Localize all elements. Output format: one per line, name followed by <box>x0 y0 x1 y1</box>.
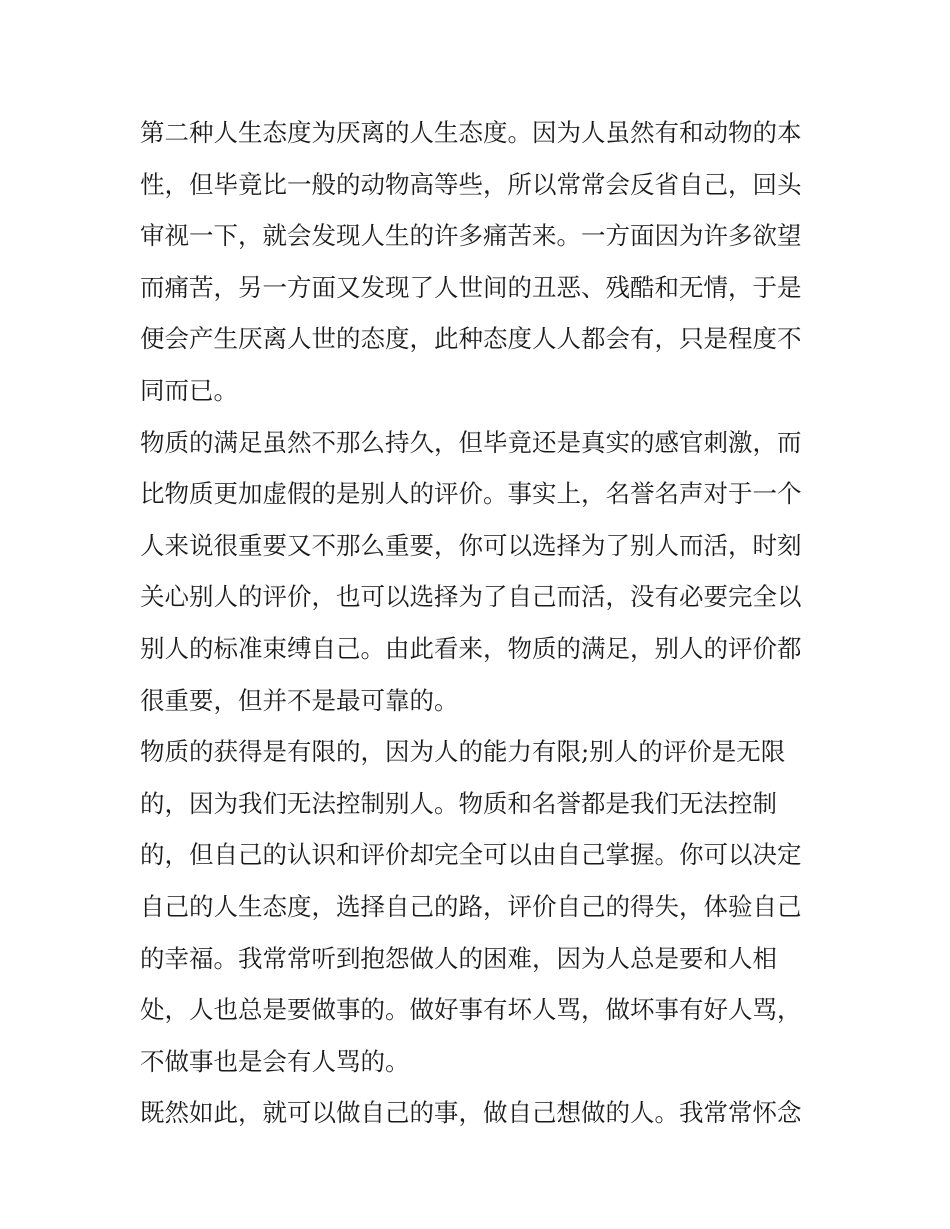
text-line: 很重要，但并不是最可靠的。 <box>140 685 459 715</box>
text-line: 自己的人生态度，选择自己的路，评价自己的得失，体验自己 <box>140 891 802 921</box>
body-text <box>140 107 820 1139</box>
text-line: 物质的获得是有限的，因为人的能力有限;别人的评价是无限 <box>140 737 786 767</box>
text-line: 便会产生厌离人世的态度，此种态度人人都会有，只是程度不 <box>140 324 802 354</box>
text-line: 比物质更加虚假的是别人的评价。事实上，名誉名声对于一个 <box>140 479 802 509</box>
text-line: 物质的满足虽然不那么持久，但毕竟还是真实的感官刺激，而 <box>140 427 802 457</box>
text-line: 而痛苦，另一方面又发现了人世间的丑恶、残酷和无情，于是 <box>140 272 802 302</box>
text-line: 既然如此，就可以做自己的事，做自己想做的人。我常常怀念 <box>140 1098 802 1128</box>
text-line: 别人的标准束缚自己。由此看来，物质的满足，别人的评价都 <box>140 633 802 663</box>
text-line: 关心别人的评价，也可以选择为了自己而活，没有必要完全以 <box>140 582 802 612</box>
text-line: 的幸福。我常常听到抱怨做人的困难，因为人总是要和人相 <box>140 943 777 973</box>
text-line: 审视一下，就会发现人生的许多痛苦来。一方面因为许多欲望 <box>140 221 802 251</box>
text-line: 第二种人生态度为厌离的人生态度。因为人虽然有和动物的本 <box>140 118 802 147</box>
text-line: 的，因为我们无法控制别人。物质和名誉都是我们无法控制 <box>140 788 777 818</box>
text-line: 性，但毕竟比一般的动物高等些，所以常常会反省自己，回头 <box>140 169 802 199</box>
text-line: 人来说很重要又不那么重要，你可以选择为了别人而活，时刻 <box>140 530 802 560</box>
text-line: 的，但自己的认识和评价却完全可以由自己掌握。你可以决定 <box>140 840 802 870</box>
text-line: 不做事也是会有人骂的。 <box>140 1046 410 1076</box>
text-line: 同而已。 <box>140 375 238 405</box>
text-line: 处，人也总是要做事的。做好事有坏人骂，做坏事有好人骂， <box>140 995 802 1025</box>
